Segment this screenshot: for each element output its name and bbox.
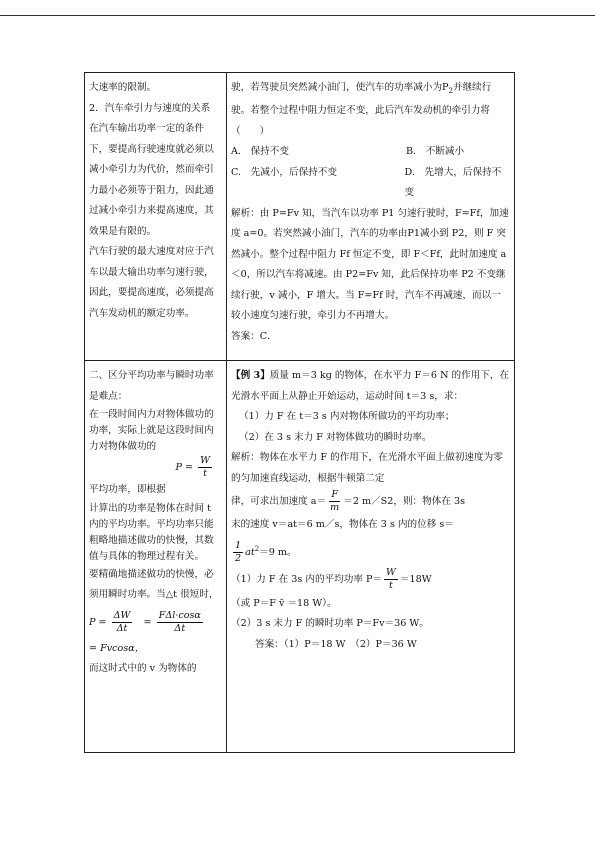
analysis-text: 末的速度 v＝at＝6 m／s，物体在 3 s 内的位移 s＝ xyxy=(231,519,454,530)
option-d: D. 先增大，后保持不变 xyxy=(404,166,502,199)
section-heading: 2．汽车牵引力与速度的关系 xyxy=(89,102,211,114)
fraction: $\frac{W}{t}$ xyxy=(200,455,210,479)
left-cell-2 xyxy=(85,361,227,753)
question-1: （1）力 F 在 t＝3 s 内对物体所做功的平均功率； xyxy=(239,411,455,422)
formula-avg-power: P = $\frac{W}{t}$ xyxy=(175,455,210,479)
question-text: 驶，若驾驶员突然减小油门，使汽车的功率减小为$P_2$并继续行驶。若整个过程中阻力恒定不变，此后汽车发动机的牵引力将（ ） xyxy=(231,82,492,137)
option-a: A. 保持不变 xyxy=(231,146,289,158)
formula-instant-power-result: = Fvcosα， xyxy=(89,642,145,654)
answer-text: 答案：（1）P＝18 W （2）P＝36 W xyxy=(255,638,417,650)
options-row xyxy=(231,163,510,204)
table-row xyxy=(85,361,515,753)
paragraph: 汽车行驶的最大速度对应于汽车以最大输出功率匀速行驶，因此，要提高速度，必须提高汽车发动机的额定功率。 xyxy=(89,246,214,319)
solution-1-alt: （或 P＝F v̄ ＝18 W）。 xyxy=(231,597,337,609)
analysis-text: 解析：物体在水平力 F 的作用下，在光滑水平面上做初速度为零的匀加速直线运动，根据牛顿第二定 xyxy=(231,452,503,484)
solution-2: （2）3 s 末力 F 的瞬时功率 P＝Fv＝36 W。 xyxy=(231,618,429,630)
paragraph: 在汽车输出功率一定的条件下，要提高行驶速度就必须以减小牵引力为代价，然而牵引力最小必须等于阻力，因此通过减小牵引力来提高速度，其效果是有限的。 xyxy=(89,123,214,237)
answer-text: 答案：C． xyxy=(231,330,277,342)
section-heading: 二、区分平均功率与瞬时功率是难点： xyxy=(89,370,214,402)
paragraph: 在一段时间内力对物体做功的功率，实际上就是这段时间内力对物体做功的 xyxy=(89,409,214,452)
lesson-table xyxy=(84,72,515,753)
table-row xyxy=(85,73,515,361)
left-cell-1 xyxy=(85,73,227,361)
paragraph: 平均功率，即根据 xyxy=(89,484,166,495)
paragraph: 计算出的功率是物体在时间 t 内的平均功率。平均功率只能粗略地描述做功的快慢，其数值与具体的物理过程有关。 xyxy=(89,502,214,562)
option-c: C. 先减小，后保持不变 xyxy=(231,166,337,178)
analysis-text: 解析：由 P=Fv 知，当汽车以功率 P1 匀速行驶时，F=Ff，加速度 a=0。若突然减小油门，汽车的功率由P1减小到 P2，则 F 突然减小。整个过程中阻力 Ff 恒定不变，即 F＜Ff，此时加速度 a＜0，所以汽车将减速。由 P2=Fv 知，此后保持功率 P2 不变继续行驶，v 减小，F 增大。当 F=Ff 时，汽车不再减速，而以一较小速度匀速行驶，牵引力不再增大。 xyxy=(231,207,509,322)
paragraph: 而这时式中的 v 为物体的 xyxy=(89,663,197,674)
formula-instant-power: P = $\frac{\Delta W}{\Delta t}$ = $\frac{\text{FΔl·cosα}}{\Delta t}$ xyxy=(89,609,201,634)
solution-1: （1）力 F 在 3s 内的平均功率 P＝ $\frac{W}{t}$ ＝18W xyxy=(231,566,432,591)
paragraph: 要精确地描述做功的快慢，必须用瞬时功率。当△t 很短时， xyxy=(89,568,219,600)
right-cell-2 xyxy=(227,361,515,753)
option-b: B. 不断减小 xyxy=(406,146,465,158)
example-text: 【例 3】质量 m＝3 kg 的物体，在水平力 F＝6 N 的作用下，在光滑水平面上从静止开始运动，运动时间 t＝3 s，求： xyxy=(231,370,510,402)
options-row xyxy=(231,142,510,163)
header-rule xyxy=(0,15,595,16)
analysis-text: $\frac{1}{2}$ $at^2=9$ m。 xyxy=(235,539,297,564)
question-2: （2）在 3 s 末力 F 对物体做功的瞬时功率。 xyxy=(239,431,432,443)
right-cell-1 xyxy=(227,73,515,361)
text-line: 大速率的限制。 xyxy=(89,82,157,93)
analysis-text: 律，可求出加速度 a＝ $\frac{F}{m}$ ＝2 m／S2，则：物体在 3s xyxy=(231,489,465,513)
